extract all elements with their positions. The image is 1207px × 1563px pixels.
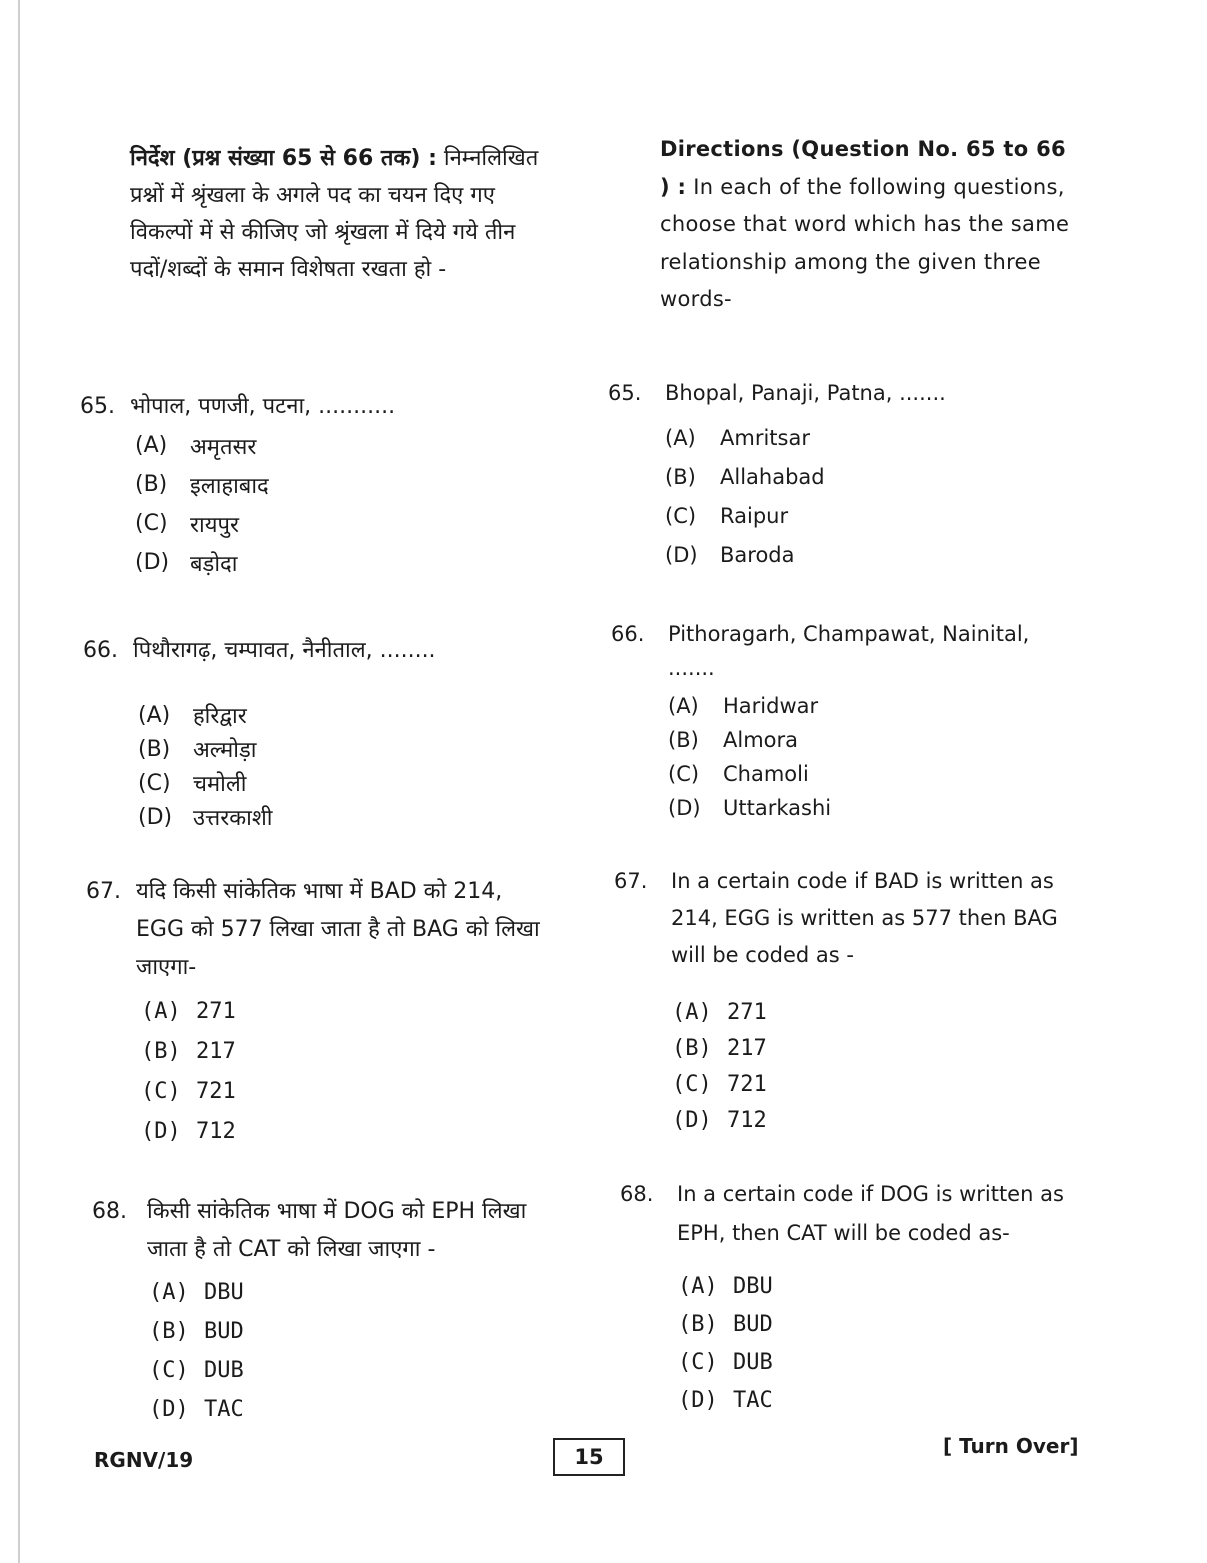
question-number: 66. xyxy=(83,638,118,663)
turn-over-label: [ Turn Over] xyxy=(943,1434,1079,1458)
option-d: (D) उत्तरकाशी xyxy=(138,804,273,831)
option-b: (B) Allahabad xyxy=(665,464,825,489)
question-text: किसी सांकेतिक भाषा में DOG को EPH लिखा जाता है तो CAT को लिखा जाएगा - xyxy=(147,1199,527,1262)
question-68-english xyxy=(620,1175,1080,1419)
option-d: (D) 712 xyxy=(672,1107,767,1133)
option-a: (A) 271 xyxy=(141,998,236,1024)
question-number: 67. xyxy=(614,869,648,893)
question-text: In a certain code if BAD is written as 214, EGG is written as 577 then BAG will be coded as - xyxy=(671,869,1058,967)
page-number: 15 xyxy=(553,1438,625,1476)
question-number: 66. xyxy=(611,622,645,646)
option-c: (C) DUB xyxy=(678,1349,773,1375)
option-b: (B) Almora xyxy=(668,728,799,752)
directions-english-title: Directions (Question No. 65 to 66 ) : xyxy=(660,137,1066,199)
question-text: In a certain code if DOG is written as EPH, then CAT will be coded as- xyxy=(677,1182,1064,1245)
option-a: (A) 271 xyxy=(672,999,767,1025)
directions-hindi xyxy=(82,140,552,288)
question-68-hindi xyxy=(92,1193,562,1429)
question-number: 65. xyxy=(80,394,115,419)
question-number: 65. xyxy=(608,381,642,405)
question-66-hindi xyxy=(83,632,563,834)
question-number: 68. xyxy=(620,1182,654,1206)
option-c: (C) 721 xyxy=(141,1078,236,1104)
option-c: (C) रायपुर xyxy=(135,511,239,538)
question-number: 67. xyxy=(86,879,121,904)
question-65-hindi xyxy=(80,388,560,582)
paper-code: RGNV/19 xyxy=(94,1448,194,1472)
option-b: (B) इलाहाबाद xyxy=(135,472,269,499)
option-c: (C) 721 xyxy=(672,1071,767,1097)
option-d: (D) TAC xyxy=(678,1387,773,1413)
question-text: यदि किसी सांकेतिक भाषा में BAD को 214, EGG को 577 लिखा जाता है तो BAG को लिखा जाएगा- xyxy=(136,879,540,980)
question-67-english xyxy=(614,863,1076,1138)
question-text: पिथौरागढ़, चम्पावत, नैनीताल, ........ xyxy=(133,638,436,663)
option-a: (A) DBU xyxy=(149,1280,244,1305)
question-67-hindi xyxy=(86,873,556,1151)
question-text: Pithoragarh, Champawat, Nainital, ....... xyxy=(668,622,1030,680)
option-d: (D) Baroda xyxy=(665,542,795,567)
option-b: (B) 217 xyxy=(141,1038,236,1064)
option-d: (D) बड़ोदा xyxy=(135,550,238,577)
option-b: (B) 217 xyxy=(672,1035,767,1061)
option-a: (A) DBU xyxy=(678,1273,773,1299)
directions-hindi-title: निर्देश (प्रश्न संख्या 65 से 66 तक) : xyxy=(130,146,437,171)
question-text: Bhopal, Panaji, Patna, ....... xyxy=(665,381,946,405)
question-text: भोपाल, पणजी, पटना, ........... xyxy=(130,394,396,419)
question-65-english xyxy=(608,374,1078,574)
question-66-english xyxy=(611,617,1081,825)
option-c: (C) चमोली xyxy=(138,770,247,797)
option-b: (B) BUD xyxy=(678,1311,773,1337)
option-c: (C) Raipur xyxy=(665,503,789,528)
question-number: 68. xyxy=(92,1199,127,1224)
option-a: (A) हरिद्वार xyxy=(138,702,247,729)
page-edge-line xyxy=(18,0,20,1563)
option-a: (A) अमृतसर xyxy=(135,433,257,460)
directions-english-body: In each of the following questions, choose that word which has the same relationship among the given three words- xyxy=(660,174,1070,311)
option-c: (C) Chamoli xyxy=(668,762,809,786)
option-a: (A) Amritsar xyxy=(665,425,810,450)
option-d: (D) 712 xyxy=(141,1118,236,1144)
option-d: (D) TAC xyxy=(149,1397,244,1422)
option-b: (B) BUD xyxy=(149,1319,244,1344)
directions-hindi-body: निम्नलिखित प्रश्नों में श्रृंखला के अगले पद का चयन दिए गए विकल्पों में से कीजिए जो श्रृंखला में दिये गये तीन पदों/शब्दों के समान विशेषता रखता हो - xyxy=(130,146,539,282)
option-d: (D) Uttarkashi xyxy=(668,796,832,820)
option-b: (B) अल्मोड़ा xyxy=(138,736,257,763)
option-c: (C) DUB xyxy=(149,1358,244,1383)
option-a: (A) Haridwar xyxy=(668,694,819,718)
directions-english xyxy=(606,131,1076,319)
